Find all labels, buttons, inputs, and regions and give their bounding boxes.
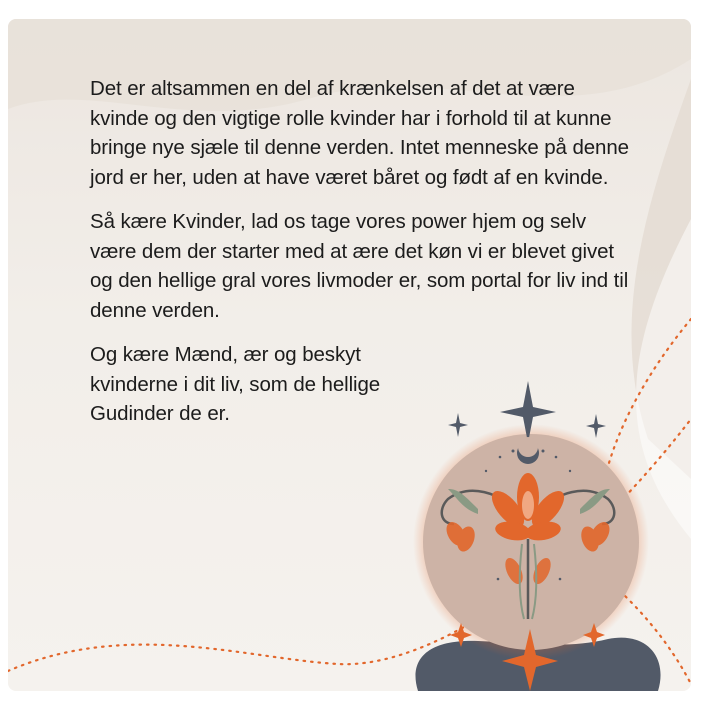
content-card	[8, 19, 691, 691]
paragraph-3: Og kære Mænd, ær og beskyt kvinderne i dit liv, som de hellige Gudinder de er.	[90, 343, 381, 425]
body-text	[90, 74, 630, 444]
paragraph-1: Det er altsammen en del af krænkelsen af det at være kvinde og den vigtige rolle kvinder har i forhold til at kunne bringe nye sjæle til denne verden. Intet menneske på denne jord er her, uden at have været båret og født af en kvinde.	[90, 77, 629, 189]
paragraph-2: Så kære Kvinder, lad os tage vores power hjem og selv være dem der starter med at ære det køn vi er blevet givet og den hellige gral vores livmoder er, som portal for liv ind til denne verden.	[90, 210, 629, 322]
